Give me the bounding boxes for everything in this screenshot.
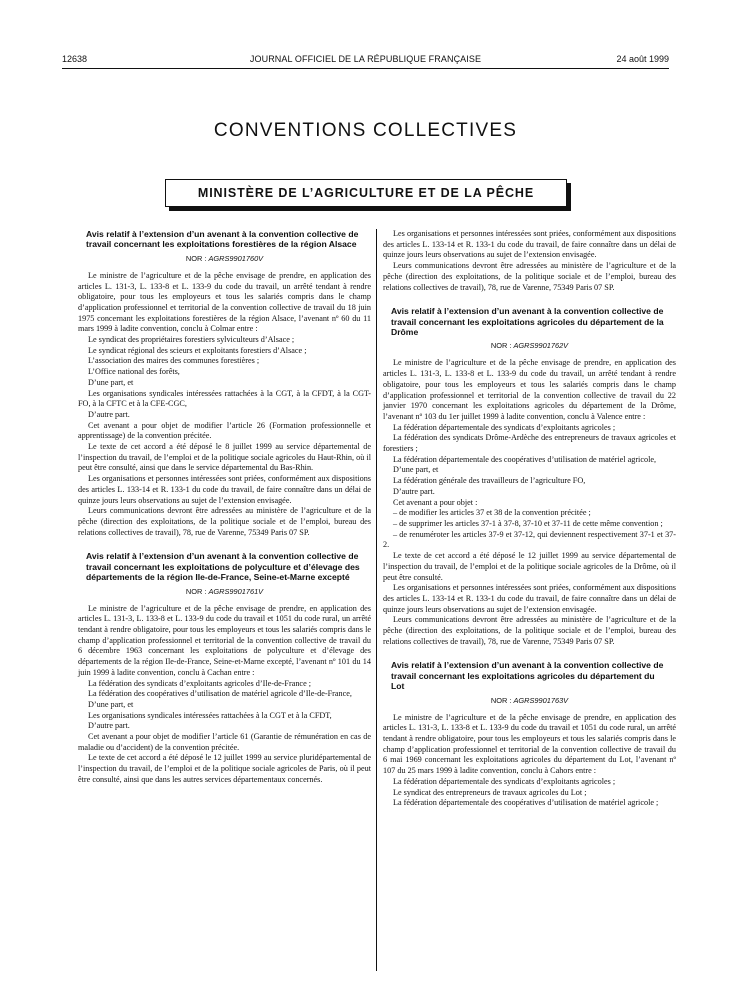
body-paragraph: Leurs communications devront être adressées au ministère de l’agriculture et de la pêche (direction des exploitations, de la politique sociale et de l’emploi, bureau des relations collectives de travail), 78, rue de Varenne, 75349 Paris 07 SP. (78, 506, 371, 537)
body-paragraph: Cet avenant a pour objet de modifier l’article 26 (Formation professionnelle et apprentissage) de la convention précitée. (78, 420, 371, 441)
body-paragraph: Les organisations et personnes intéressées sont priées, conformément aux dispositions des articles L. 133-14 et R. 133-1 du code du travail, de faire connaître dans un délai de quinze jours leurs observations au sujet de l’extension envisagée. (78, 474, 371, 505)
body-paragraph: Les organisations et personnes intéressées sont priées, conformément aux dispositions des articles L. 133-14 et R. 133-1 du code du travail, de faire connaître dans un délai de quinze jours leurs observations au sujet de l’extension envisagée. (383, 229, 676, 260)
column-divider (376, 229, 377, 971)
issue-date: 24 août 1999 (616, 54, 669, 64)
body-paragraph: La fédération départementale des coopératives d’utilisation de matériel agricole ; (393, 798, 659, 808)
body-paragraph: La fédération départementale des coopératives d’utilisation de matériel agricole, (393, 454, 657, 464)
body-paragraph: La fédération départementale des syndicats d’exploitants agricoles ; (393, 776, 616, 786)
notice-article (383, 229, 676, 293)
body-paragraph: La fédération départementale des syndicats d’exploitants agricoles ; (393, 422, 616, 432)
article-separator (383, 293, 676, 306)
section-title: CONVENTIONS COLLECTIVES (213, 120, 518, 141)
body-paragraph: D’autre part. (393, 486, 435, 496)
body-paragraph: D’autre part. (88, 721, 130, 731)
body-paragraph: La fédération des coopératives d’utilisation de matériel agricole d’Ile-de-France, (88, 689, 352, 699)
notice-article (78, 551, 371, 785)
body-paragraph: Les organisations et personnes intéressées sont priées, conformément aux dispositions des articles L. 133-14 et R. 133-1 du code du travail, de faire connaître dans un délai de quinze jours leurs observations au sujet de l’extension envisagée. (383, 583, 676, 614)
body-paragraph: Le ministre de l’agriculture et de la pêche envisage de prendre, en application des articles L. 131-3, L. 133-8 et L. 133-9 du code du travail et 1051 du code rural, un arrêté tendant à rendre obligatoire, pour tous les employeurs et tous les salariés compris dans le champ d’application professionnel et territorial de la convention collective de travail du 6 mai 1969 concernant les exploitations agricoles du département du Lot, l’avenant nº 107 du 25 mars 1999 à ladite convention, conclu à Cahors entre : (383, 712, 676, 776)
header-rule (62, 68, 669, 69)
body-paragraph: D’une part, et (393, 465, 439, 475)
article-title: Avis relatif à l’extension d’un avenant à la convention collective de travail concernant les exploitations agricoles du département du Lot (391, 660, 664, 692)
notice-article (383, 306, 676, 647)
nor-reference (78, 254, 371, 264)
nor-code: AGRS9901761V (208, 586, 264, 596)
nor-reference (383, 341, 676, 351)
nor-code: AGRS9901763V (513, 695, 569, 705)
nor-code: AGRS9901760V (208, 253, 264, 263)
nor-label: NOR : (185, 586, 207, 596)
body-paragraph: La fédération des syndicats Drôme-Ardèche des entrepreneurs de travaux agricoles et forestiers ; (383, 433, 676, 454)
body-paragraph: D’autre part. (88, 409, 130, 419)
body-paragraph: Le syndicat régional des scieurs et exploitants forestiers d’Alsace ; (88, 345, 307, 355)
nor-label: NOR : (490, 695, 512, 705)
left-column (78, 229, 371, 786)
page-number: 12638 (62, 54, 88, 64)
body-paragraph: La fédération des syndicats d’exploitants agricoles d’Ile-de-France ; (88, 678, 312, 688)
body-paragraph: Le syndicat des entrepreneurs de travaux agricoles du Lot ; (393, 787, 587, 797)
nor-label: NOR : (185, 253, 207, 263)
body-paragraph: Cet avenant a pour objet de modifier l’article 61 (Garantie de rémunération en cas de maladie ou d’accident) de la convention précitée. (78, 732, 371, 752)
body-paragraph: – de modifier les articles 37 et 38 de la convention précitée ; (393, 508, 591, 518)
body-paragraph: Le texte de cet accord a été déposé le 12 juillet 1999 au service pluridépartemental de l’inspection du travail, de l’emploi et de la politique sociale agricoles de Paris, où il peut être consulté, ainsi que dans les autres services départementaux concernés. (78, 753, 371, 784)
body-paragraph: – de supprimer les articles 37-1 à 37-8, 37-10 et 37-11 de cette même convention ; (393, 518, 663, 528)
body-paragraph: L’association des maires des communes forestières ; (88, 356, 260, 366)
body-paragraph: La fédération générale des travailleurs de l’agriculture FO, (393, 476, 586, 486)
article-separator (383, 647, 676, 660)
running-head (62, 52, 669, 66)
body-paragraph: Les organisations syndicales intéressées rattachées à la CGT et à la CFDT, (88, 710, 332, 720)
article-title: Avis relatif à l’extension d’un avenant à la convention collective de travail concernant les exploitations de polyculture et d’élevage des départements de la région Ile-de-France, Seine-et-Marne excepté (86, 551, 360, 583)
body-paragraph: Le texte de cet accord a été déposé le 8 juillet 1999 au service départemental de l’inspection du travail, de l’emploi et de la politique sociale agricoles du Haut-Rhin, où il peut être consulté, ainsi que dans le service départemental du Bas-Rhin. (78, 442, 371, 473)
notice-article (383, 660, 676, 809)
body-paragraph: Le ministre de l’agriculture et de la pêche envisage de prendre, en application des articles L. 131-3, L. 133-8 et L. 133-9 du code du travail, un arrêté tendant à rendre obligatoire, pour tous les employeurs et tous les salariés compris dans le champ d’application professionnel et territorial de la convention collective de travail du 22 janvier 1970 concernant les exploitations agricoles du département de la Drôme, l’avenant nº 103 du 1er juillet 1999 à ladite convention, conclu à Valence entre : (383, 358, 676, 421)
nor-reference (383, 696, 676, 706)
article-title: Avis relatif à l’extension d’un avenant à la convention collective de travail concernant les exploitations agricoles du département de la Drôme (391, 306, 664, 338)
body-paragraph: Leurs communications devront être adressées au ministère de l’agriculture et de la pêche (direction des exploitations, de la politique sociale et de l’emploi, bureau des relations collectives de travail), 78, rue de Varenne, 75349 Paris 07 SP. (383, 261, 676, 292)
body-paragraph: Le texte de cet accord a été déposé le 12 juillet 1999 au service départemental de l’inspection du travail, de l’emploi et de la politique sociale agricoles de la Drôme, où il peut être consulté. (383, 551, 676, 582)
article-title: Avis relatif à l’extension d’un avenant à la convention collective de travail concernant les exploitations forestières de la région Alsace (86, 229, 359, 250)
body-paragraph: Cet avenant a pour objet : (393, 497, 478, 507)
right-column (383, 229, 676, 809)
nor-label: NOR : (490, 341, 512, 351)
nor-code: AGRS9901762V (513, 341, 569, 351)
nor-reference (78, 587, 371, 597)
body-paragraph: D’une part, et (88, 377, 134, 387)
body-paragraph: D’une part, et (88, 699, 134, 709)
notice-article (78, 229, 371, 538)
article-separator (78, 538, 371, 551)
body-paragraph: Le ministre de l’agriculture et de la pêche envisage de prendre, en application des articles L. 131-3, L. 133-8 et L. 133-9 du code du travail et 1051 du code rural, un arrêté tendant à rendre obligatoire, pour tous les employeurs et tous les salariés compris dans le champ d’application professionnel et territorial de la convention collective de travail du 6 décembre 1963 concernant les exploitations de polyculture et d’élevage des départements de la région Ile-de-France, Seine-et-Marne excepté, l’avenant nº 101 du 14 juin 1999 à ladite convention, conclu à Cachan entre : (78, 603, 371, 677)
ministry-heading: MINISTÈRE DE L’AGRICULTURE ET DE LA PÊCHE (165, 179, 567, 207)
body-paragraph: Les organisations syndicales intéressées rattachées à la CGT, à la CFDT, à la CGT-FO, à la CFTC et à la CFE-CGC, (78, 388, 371, 409)
body-paragraph: L’Office national des forêts, (88, 367, 180, 377)
body-paragraph: Le ministre de l’agriculture et de la pêche envisage de prendre, en application des articles L. 131-3, L. 133-8 et L. 133-9 du code du travail, un arrêté tendant à rendre obligatoire, pour tous les employeurs et tous les salariés compris dans le champ d’application professionnel et territorial de la convention collective de travail du 18 juin 1975 concernant les exploitations forestières de la région Alsace, l’avenant nº 60 du 11 mars 1999 à ladite convention, conclu à Colmar entre : (78, 270, 371, 334)
journal-title: JOURNAL OFFICIEL DE LA RÉPUBLIQUE FRANÇAISE (249, 54, 482, 64)
body-paragraph: Le syndicat des propriétaires forestiers sylviculteurs d’Alsace ; (88, 335, 295, 345)
body-paragraph: Leurs communications devront être adressées au ministère de l’agriculture et de la pêche (direction des exploitations, de la politique sociale et de l’emploi, bureau des relations collectives de travail), 78, rue de Varenne, 75349 Paris 07 SP. (383, 615, 676, 646)
body-paragraph: – de renuméroter les articles 37-9 et 37-12, qui deviennent respectivement 37-1 et 37-2. (383, 529, 676, 550)
